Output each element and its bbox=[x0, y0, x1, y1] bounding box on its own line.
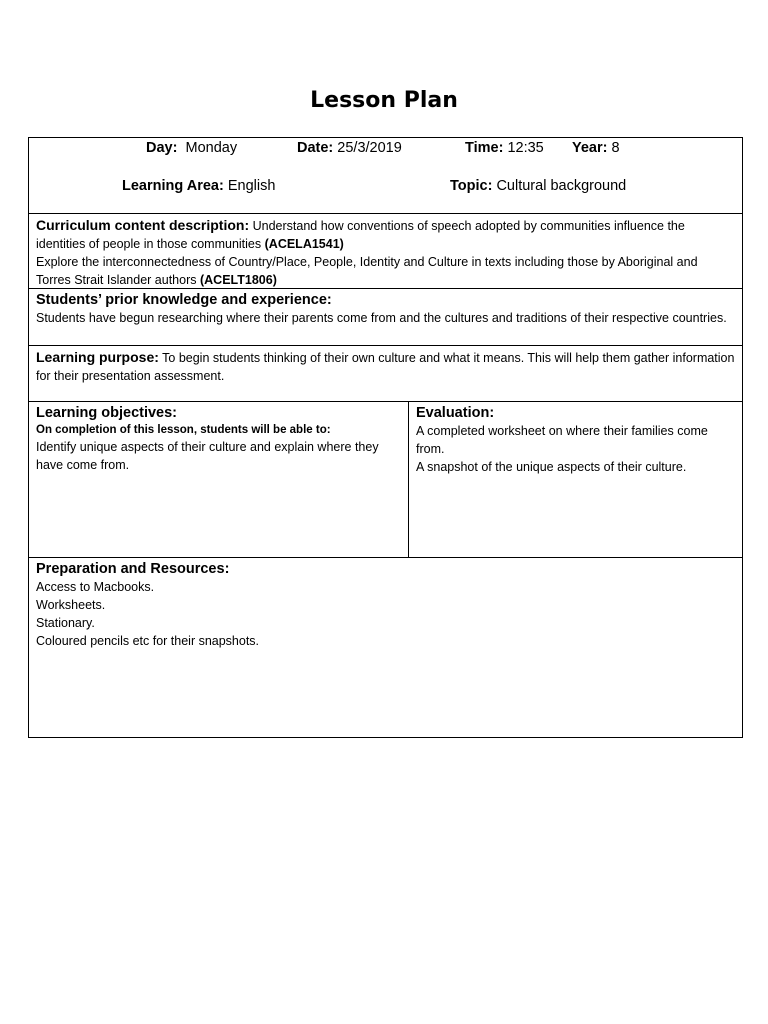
preparation-item: Stationary. bbox=[36, 616, 95, 630]
evaluation-cell bbox=[409, 402, 742, 557]
learning-area-label: Learning Area: bbox=[122, 178, 224, 194]
curriculum-line-2: Explore the interconnectedness of Country/Place, People, Identity and Culture in texts including those by Aboriginal and Torres Strait Islander authors bbox=[36, 255, 698, 287]
learning-purpose-label: Learning purpose: bbox=[36, 349, 159, 365]
objectives-text: Identify unique aspects of their culture and explain where they have come from. bbox=[36, 440, 379, 472]
curriculum-label: Curriculum content description: bbox=[36, 217, 250, 233]
evaluation-label: Evaluation: bbox=[416, 405, 495, 421]
day-field bbox=[146, 140, 237, 156]
curriculum-code-1: (ACELA1541) bbox=[264, 237, 344, 251]
objectives-evaluation-row bbox=[29, 401, 742, 557]
curriculum-row bbox=[29, 213, 742, 288]
year-field bbox=[572, 140, 620, 156]
lesson-plan-table bbox=[28, 137, 743, 738]
time-label: Time: bbox=[465, 140, 504, 156]
curriculum-line-1: Understand how conventions of speech adopted by communities influence the identities of people in those communities bbox=[36, 219, 685, 251]
topic-field bbox=[450, 178, 626, 194]
learning-area-field bbox=[122, 178, 275, 194]
time-field bbox=[465, 140, 544, 156]
preparation-item: Access to Macbooks. bbox=[36, 580, 155, 594]
year-value: 8 bbox=[611, 140, 620, 156]
page-title: Lesson Plan bbox=[310, 88, 458, 113]
year-label: Year: bbox=[572, 140, 608, 156]
preparation-label: Preparation and Resources: bbox=[36, 561, 230, 577]
preparation-row bbox=[29, 557, 742, 737]
date-label: Date: bbox=[297, 140, 334, 156]
prior-knowledge-row bbox=[29, 288, 742, 345]
objectives-cell bbox=[29, 402, 409, 557]
learning-purpose-text: To begin students thinking of their own culture and what it means. This will help them gather information for their presentation assessment. bbox=[36, 351, 735, 383]
day-value: Monday bbox=[185, 140, 238, 156]
evaluation-item: A completed worksheet on where their families come from. bbox=[416, 424, 708, 456]
objectives-intro: On completion of this lesson, students will be able to: bbox=[36, 424, 331, 436]
header-row bbox=[29, 138, 742, 213]
prior-knowledge-text: Students have begun researching where their parents come from and the cultures and traditions of their respective countries. bbox=[36, 311, 727, 325]
evaluation-item: A snapshot of the unique aspects of their culture. bbox=[416, 460, 687, 474]
prior-knowledge-label: Students’ prior knowledge and experience: bbox=[36, 292, 332, 308]
learning-purpose-row bbox=[29, 345, 742, 401]
topic-value: Cultural background bbox=[496, 178, 627, 194]
date-value: 25/3/2019 bbox=[337, 140, 402, 156]
day-label: Day: bbox=[146, 140, 178, 156]
preparation-item: Coloured pencils etc for their snapshots. bbox=[36, 634, 260, 648]
date-field bbox=[297, 140, 402, 156]
learning-area-value: English bbox=[227, 178, 276, 194]
topic-label: Topic: bbox=[450, 178, 493, 194]
learning-objectives-label: Learning objectives: bbox=[36, 405, 178, 421]
curriculum-code-2: (ACELT1806) bbox=[199, 273, 277, 287]
time-value: 12:35 bbox=[507, 140, 544, 156]
preparation-item: Worksheets. bbox=[36, 598, 106, 612]
